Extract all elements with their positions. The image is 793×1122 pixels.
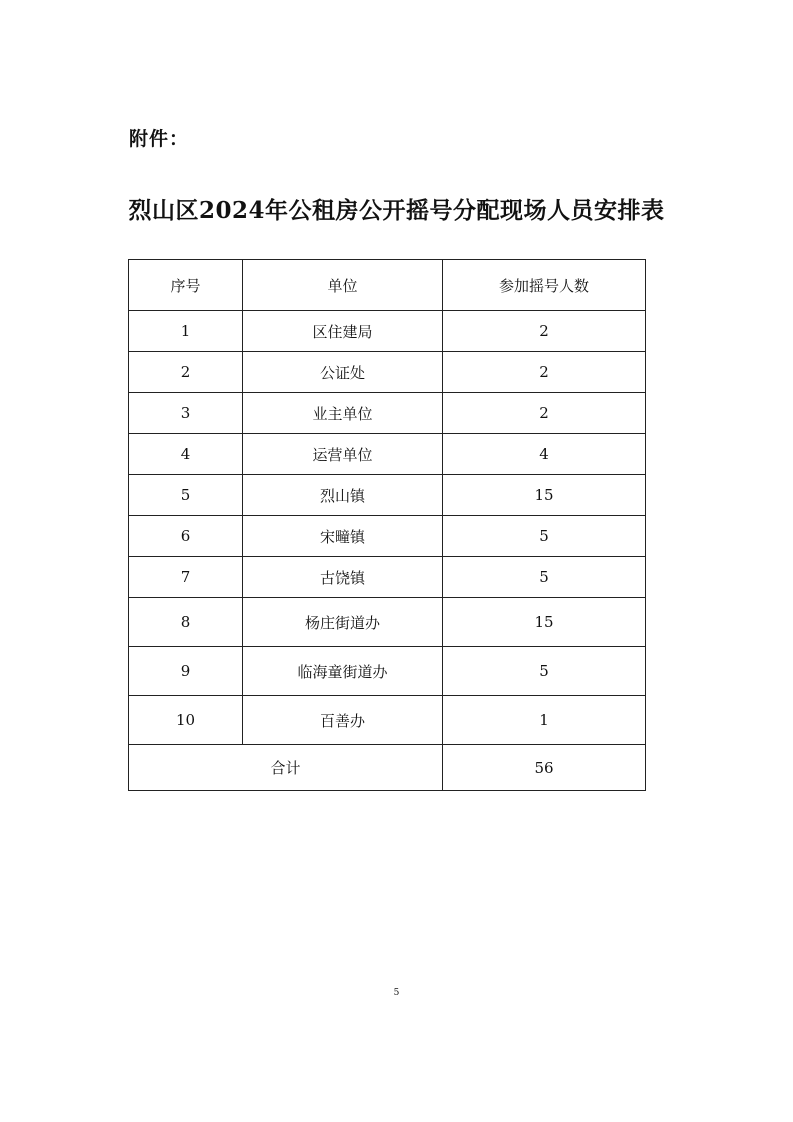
total-value: 56: [443, 745, 646, 791]
row-unit: 杨庄街道办: [243, 598, 443, 647]
row-no: 3: [129, 393, 243, 434]
table-row: [129, 352, 646, 393]
row-no: 10: [129, 696, 243, 745]
row-count: 15: [443, 598, 646, 647]
total-label: 合计: [129, 745, 443, 791]
row-count: 2: [443, 352, 646, 393]
table-total-row: [129, 745, 646, 791]
row-count: 5: [443, 647, 646, 696]
row-no: 6: [129, 516, 243, 557]
row-no: 5: [129, 475, 243, 516]
row-unit: 烈山镇: [243, 475, 443, 516]
table-row: [129, 475, 646, 516]
row-no: 4: [129, 434, 243, 475]
allocation-table: [128, 259, 646, 791]
row-no: 9: [129, 647, 243, 696]
row-no: 8: [129, 598, 243, 647]
row-unit: 百善办: [243, 696, 443, 745]
table-row: [129, 434, 646, 475]
row-no: 1: [129, 311, 243, 352]
table-row: [129, 311, 646, 352]
table-row: [129, 557, 646, 598]
row-unit: 临海童街道办: [243, 647, 443, 696]
page-number: 5: [393, 988, 400, 998]
row-no: 2: [129, 352, 243, 393]
row-count: 1: [443, 696, 646, 745]
table-row: [129, 598, 646, 647]
table-row: [129, 647, 646, 696]
row-count: 2: [443, 311, 646, 352]
attachment-label: 附件：: [129, 128, 190, 150]
row-count: 4: [443, 434, 646, 475]
row-count: 15: [443, 475, 646, 516]
row-unit: 业主单位: [243, 393, 443, 434]
header-unit: 单位: [243, 260, 443, 311]
header-count: 参加摇号人数: [443, 260, 646, 311]
row-unit: 区住建局: [243, 311, 443, 352]
row-count: 5: [443, 557, 646, 598]
table-row: [129, 696, 646, 745]
row-no: 7: [129, 557, 243, 598]
row-unit: 运营单位: [243, 434, 443, 475]
row-unit: 公证处: [243, 352, 443, 393]
header-no: 序号: [129, 260, 243, 311]
table-header-row: [129, 260, 646, 311]
row-unit: 宋疃镇: [243, 516, 443, 557]
document-title: 烈山区2024年公租房公开摇号分配现场人员安排表: [128, 197, 665, 224]
row-unit: 古饶镇: [243, 557, 443, 598]
row-count: 2: [443, 393, 646, 434]
table-row: [129, 516, 646, 557]
row-count: 5: [443, 516, 646, 557]
table-row: [129, 393, 646, 434]
